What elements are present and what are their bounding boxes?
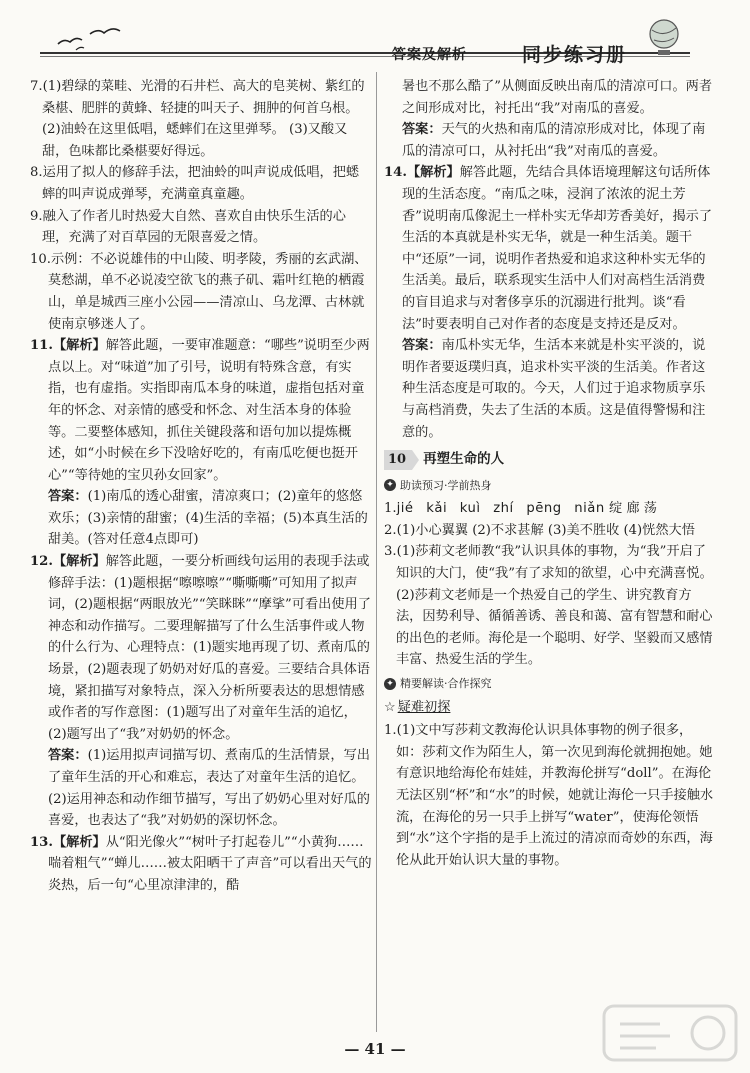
- header-brand: 同步练习册: [522, 44, 628, 66]
- page-number: — 41 —: [344, 1040, 406, 1058]
- chevron-right-icon: [412, 450, 419, 470]
- analysis-tag: 14.【解析】: [384, 165, 460, 181]
- answer-tag: 答案：: [402, 122, 442, 138]
- analysis-text: 从“阳光像火”“树叶子打起卷儿”“小黄狗……喘着粗气”“蝉儿……被太阳晒干了声音”可以看出天气的炎热，后一句“心里凉津津的，酷: [48, 834, 372, 893]
- analysis-text: 解答此题，一要分析画线句运用的表现手法或修辞手法：(1)题根据“嚓嚓嚓”“嘶嘶嘶”可知用了拟声词，(2)题根据“两眼放光”“笑眯眯”“摩挲”可看出使用了神态和动作描写。二要理解描写了什么生活事件或人物的什么行为、心理特点：(1)题实地再现了切、煮南瓜的场景，(2)题表现了奶奶对好瓜的喜爱。三要结合具体语境，紧扣描写对象特点，深入分析所要表达的思想情感或作者的写作意图：(1)题写出了对童年生活的追忆，(2)题写出了“我”对奶奶的怀念。: [48, 554, 371, 742]
- answer-12-answer-2: (2)运用神态和动作细节描写，写出了奶奶心里对好瓜的喜爱，也表达了“我”对奶奶的深切怀念。: [48, 791, 370, 829]
- analysis-text: 解答此题，一要审准题意：“哪些”说明至少两点以上。对“味道”加了引号，说明有特殊含意，有实指，也有虚指。实指即南瓜本身的味道，虚指包括对童年的怀念、对亲情的感受和怀念、对生活本身的体验等。二要整体感知，抓住关键段落和语句加以提炼概述，如“小时候在乡下没啥好吃的，有南瓜吃便也挺开心”“等待她的宝贝孙女回家”。: [48, 338, 370, 483]
- header-title: 答案及解析: [392, 47, 467, 63]
- globe-icon: [640, 14, 688, 58]
- answer-l10-2: 2.(1)小心翼翼 (2)不求甚解 (3)美不胜收 (4)恍然大悟: [384, 522, 695, 538]
- question-number: 1.: [384, 501, 397, 517]
- answer-text: 天气的火热和南瓜的清凉形成对比，体现了南瓜的清凉可口，从衬托出“我”对南瓜的喜爱。: [402, 122, 706, 159]
- page-header: [0, 0, 750, 64]
- answer-tag: 答案：: [48, 489, 88, 505]
- section-bullet-icon: ✦: [384, 678, 396, 690]
- answer-l10-1: [384, 498, 714, 520]
- answer-12-answer: [30, 745, 372, 788]
- answer-tag: 答案：: [402, 338, 442, 354]
- answer-8: 8.运用了拟人的修辞手法，把油蛉的叫声说成低唱，把蟋蟀的叫声说成弹琴，充满童真童趣。: [30, 165, 360, 202]
- answer-11: [30, 335, 372, 486]
- subsection-title: 疑难初探: [397, 699, 451, 715]
- analysis-tag: 13.【解析】: [30, 834, 106, 850]
- right-column: [384, 76, 714, 871]
- answer-12: [30, 551, 372, 745]
- answer-explore-1: 1.(1)文中写莎莉文教海伦认识具体事物的例子很多，如：莎莉文作为陌生人，第一次见到海伦就拥抱她。她有意识地给海伦布娃娃，并教海伦拼写“doll”。在海伦无法区别“杯”和“水”的时候，她就让海伦一只手接触水流，在海伦的另一只手上拼写“water”，使海伦领悟到“水”这个字指的是手上流过的清凉而奇妙的东西，海伦从此开始认识大量的事物。: [384, 723, 714, 868]
- answer-text: (1)运用拟声词描写切、煮南瓜的生活情景，写出了童年生活的开心和难忘，表达了对童年生活的追忆。: [48, 748, 370, 785]
- answer-9: 9.融入了作者儿时热爱大自然、喜欢自由快乐生活的心理，充满了对百草园的无限喜爱之情。: [30, 208, 346, 246]
- character-answers: 绽 廊 荡: [608, 501, 657, 517]
- answer-l10-3-2: (2)莎莉文老师是一个热爱自己的学生、讲究教育方法，因势利导、循循善诱、善良和蔼、富有智慧和耐心的出色的老师。海伦是一个聪明、好学、坚毅而又感情丰富、热爱生活的学生。: [396, 587, 713, 668]
- section-bullet-icon: ✦: [384, 479, 396, 491]
- lesson-heading: [384, 449, 714, 471]
- star-icon: ☆: [384, 699, 396, 715]
- analysis-tag: 12.【解析】: [30, 554, 106, 570]
- answer-13: [30, 832, 372, 897]
- answer-text: (1)南瓜的透心甜蜜，清凉爽口；(2)童年的悠悠欢乐；(3)亲情的甜蜜；(4)生活的幸福；(5)本真生活的甜美。(答对任意4点即可): [48, 489, 368, 548]
- answer-14-answer: [384, 335, 714, 443]
- watermark-logo-icon: [600, 1000, 740, 1066]
- answer-13-continued: 暑也不那么酷了”从侧面反映出南瓜的清凉可口。两者之间形成对比，衬托出“我”对南瓜的喜爱。: [402, 79, 713, 116]
- column-divider: [376, 72, 377, 1032]
- section-header-explore: [384, 673, 714, 695]
- pinyin-answers: jié kǎi kuì zhí pēng niǎn: [396, 501, 605, 517]
- birds-icon: [56, 24, 126, 52]
- section-header-preview: [384, 475, 714, 497]
- analysis-tag: 11.【解析】: [30, 338, 106, 354]
- answer-10: 10.示例：不必说雄伟的中山陵、明孝陵，秀丽的玄武湖、莫愁湖，单不必说凌空欲飞的燕子矶、霜叶红艳的栖霞山，单是城西三座小公园——清凉山、乌龙潭、古林就使南京够迷人了。: [30, 251, 368, 332]
- answer-tag: 答案：: [48, 748, 88, 764]
- subsection-header: [384, 697, 714, 719]
- analysis-text: 解答此题，先结合具体语境理解这句话所体现的生活态度。“南瓜之味，浸润了浓浓的泥土芳香”说明南瓜像泥土一样朴实无华却芳香美好，揭示了生活的本真就是朴实无华，就是一种生活美。题干中“还原”一词，说明作者热爱和追求这种朴实无华的生活美。最后，联系现实生活中人们对高档生活消费的盲目追求与对奢侈享乐的沉溺进行批判。谈“看法”时要表明自己对作者的态度是支持还是反对。: [402, 165, 713, 332]
- lesson-number: 10: [384, 450, 412, 470]
- answer-13-answer: [384, 119, 714, 162]
- section-title: 助读预习·学前热身: [400, 478, 492, 492]
- answer-11-answer: [30, 486, 372, 551]
- answer-14: [384, 162, 714, 335]
- answer-text: 南瓜朴实无华，生活本来就是朴实平淡的，说明作者要返璞归真，追求朴实平淡的生活美。作者这种生活态度是可取的。今天，人们过于追求物质享乐与高档消费，失去了生活的本质。这是值得警惕和注意的。: [402, 338, 706, 440]
- section-title: 精要解读·合作探究: [400, 677, 492, 691]
- answer-7: 7.(1)碧绿的菜畦、光滑的石井栏、高大的皂荚树、紫红的桑椹、肥胖的黄蜂、轻捷的叫天子、拥肿的何首乌根。 (2)油蛉在这里低唱，蟋蟀们在这里弹琴。 (3)又酸又甜，色味都比桑椹要好得远。: [30, 79, 365, 159]
- answer-l10-3: 3.(1)莎莉文老师教“我”认识具体的事物，为“我”开启了知识的大门，使“我”有了求知的欲望，心中充满喜悦。: [384, 544, 713, 582]
- lesson-title: 再塑生命的人: [423, 451, 505, 468]
- left-column: [30, 76, 372, 897]
